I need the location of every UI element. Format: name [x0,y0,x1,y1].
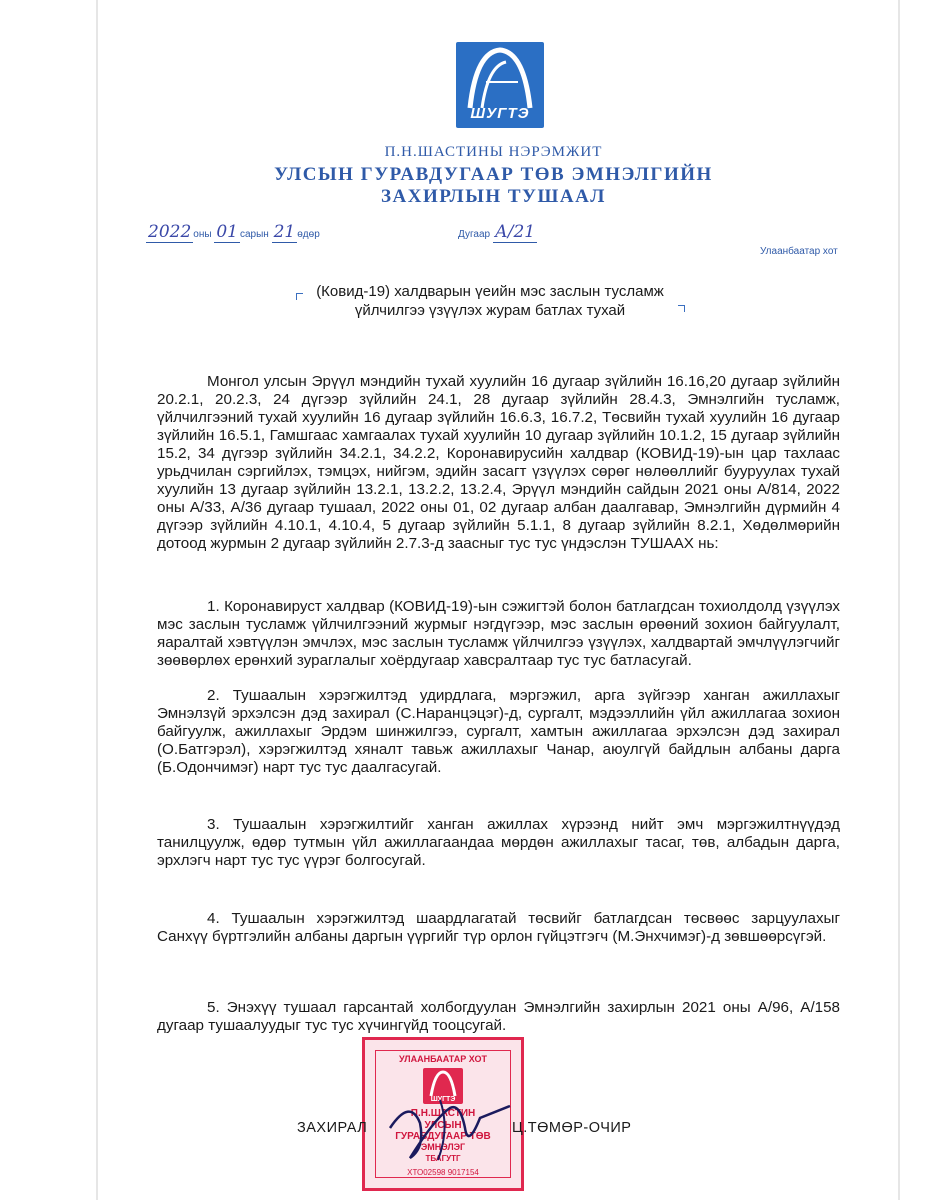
seal-line-1: П.Н.ШАСТИН [410,1108,476,1119]
item-2-text: 2. Тушаалын хэрэгжилтэд удирдлага, мэргэжил, арга зүйгээр ханган ажиллахыг Эмнэлзүй эрхэлсэн дэд захирал (С.Наранцэцэг)-д, сургалт, мэдээллийн үйл ажиллагаа зохион байгуулж, ажиллахыг Эрдэм шинжилгээ, сургалт, хамтын ажиллагаа эрхэлсэн дэд захирал (О.Батгэрэл), хэрэгжилтэд хяналт тавьж ажиллахыг Чанар, аюулгүй байдлын албаны дарга (Б.Одончимэг) нарт тус тус даалгасугай. [157,687,840,776]
order-number [458,222,537,243]
item-4-text: 4. Тушаалын хэрэгжилтэд шаардлагатай төсвийг батлагдсан төсвөөс зарцуулахыг Санхүү бүртгэлийн албаны даргын үүргийг түр орлон гүйцэтгэгч (М.Энхчимэг)-д зөвшөөрсүгэй. [157,910,840,945]
number-value: А/21 [494,222,536,242]
order-date [146,222,320,243]
logo-text: ШУГТЭ [470,105,530,122]
item-1-text: 1. Коронавируст халдвар (КОВИД-19)-ын сэжигтэй болон батлагдсан тохиолдолд үзүүлэх мэс заслын тусламж үйлчилгээний журмыг нэгдүгээр, мэс заслын өрөөний зохион байгуулалт, яаралтай хэвтүүлэн эмчлэх, мэс заслын тусламж үйлчилгээ үзүүлэх, халдвартай эмчлүүлэгчийг зөөвөрлөх ерөнхий зураглалыг хоёрдугаар хавсралтаар тус тус батласугай. [157,598,840,669]
seal-line-5: ТБАГУТГ [425,1154,461,1163]
seal-line-3: ГУРАВДУГААР ТӨВ [395,1131,491,1142]
date-month-suffix: сарын [239,229,269,240]
seal-line-4: ЭМНЭЛЭГ [420,1142,466,1152]
item-1 [157,598,840,670]
city: Улаанбаатар хот [760,246,838,257]
title-line-2: үйлчилгээ үзүүлэх журам батлах тухай [354,302,626,319]
number-label: Дугаар [458,229,491,240]
seal-line-2: УЛСЫН [424,1120,462,1131]
date-year: 2022 [148,222,192,242]
handwritten-signature [380,1088,520,1168]
hospital-named-after: П.Н.ШАСТИНЫ НЭРЭМЖИТ [384,144,603,160]
date-year-suffix: оны [193,229,212,240]
item-5 [157,999,840,1035]
title-line-1: (Ковид-19) халдварын үеийн мэс заслын тусламж [316,283,664,300]
document-title [300,282,680,320]
preamble-text: Монгол улсын Эрүүл мэндийн тухай хуулийн 16 дугаар зүйлийн 16.16,20 дугаар зүйлийн 20.2.1, 20.2.3, 24 дүгээр зүйлийн 24.1, 28 дугаар зүйлийн 28.4.3, Эмнэлгийн тусламж, үйлчилгээний тухай хуулийн 16 дугаар зүйлийн 16.6.3, 16.7.2, Төсвийн тухай хуулийн 16 дугаар зүйлийн 16.5.1, Гамшгаас хамгаалах тухай хуулийн 10 дугаар зүйлийн 10.1.2, 15 дугаар зүйлийн 15.2, 34 дүгээр зүйлийн 34.2.1, 34.2.2, Коронавирусийн халдвар (КОВИД-19)-ын цар тахлаас урьдчилан сэргийлэх, тэмцэх, нийгэм, эдийн засагт үзүүлэх сөрөг нөлөөллийг бууруулах тухай хуулийн 13 дугаар зүйлийн 13.2.1, 13.2.2, 13.2.4, Эрүүл мэндийн сайдын 2021 оны А/814, 2022 оны А/33, А/36 дугаар тушаал, 2022 оны 01, 02 дугаар албан даалгавар, Эмнэлгийн дүрмийн 4 дүгээр зүйлийн 4.10.1, 4.10.4, 5 дугаар зүйлийн 5.1.1, 8 дугаар зүйлийн 8.2.1, Хөдөлмөрийн дотоод журмын 2 дугаар зүйлийн 2.7.3-д заасныг тус тус үндэслэн ТУШААХ нь: [157,373,840,552]
preamble [157,373,840,553]
item-2 [157,687,840,777]
seal-top: УЛААНБААТАР ХОТ [399,1054,487,1064]
item-5-text: 5. Энэхүү тушаал гарсантай холбогдуулан Эмнэлгийн захирлын 2021 оны А/96, А/158 дугаар тушаалуудыг тус тус хүчингүйд тооцсугай. [157,999,840,1034]
signatory-name: Ц.ТӨМӨР-ОЧИР [512,1120,632,1136]
hospital-name: УЛСЫН ГУРАВДУГААР ТӨВ ЭМНЭЛГИЙН [274,164,713,185]
order-type: ЗАХИРЛЫН ТУШААЛ [381,186,606,207]
date-day-suffix: өдөр [297,229,320,240]
date-month: 01 [216,222,238,242]
item-4 [157,910,840,946]
seal-logo-text: ШУГТЭ [430,1096,456,1103]
date-day: 21 [273,222,296,242]
item-3-text: 3. Тушаалын хэрэгжилтийг ханган ажиллах хүрээнд нийт эмч мэргэжилтнүүдэд танилцуулж, өдөр тутмын үйл ажиллагаандаа мөрдөн ажиллахыг тасаг, төв, албадын дарга, эрхлэгч нарт тус тус үүрэг болгосугай. [157,816,840,869]
signatory-position: ЗАХИРАЛ [297,1120,368,1136]
item-3 [157,816,840,870]
hospital-logo [456,42,544,128]
seal-bottom: ХТО02598 9017154 [407,1168,479,1177]
